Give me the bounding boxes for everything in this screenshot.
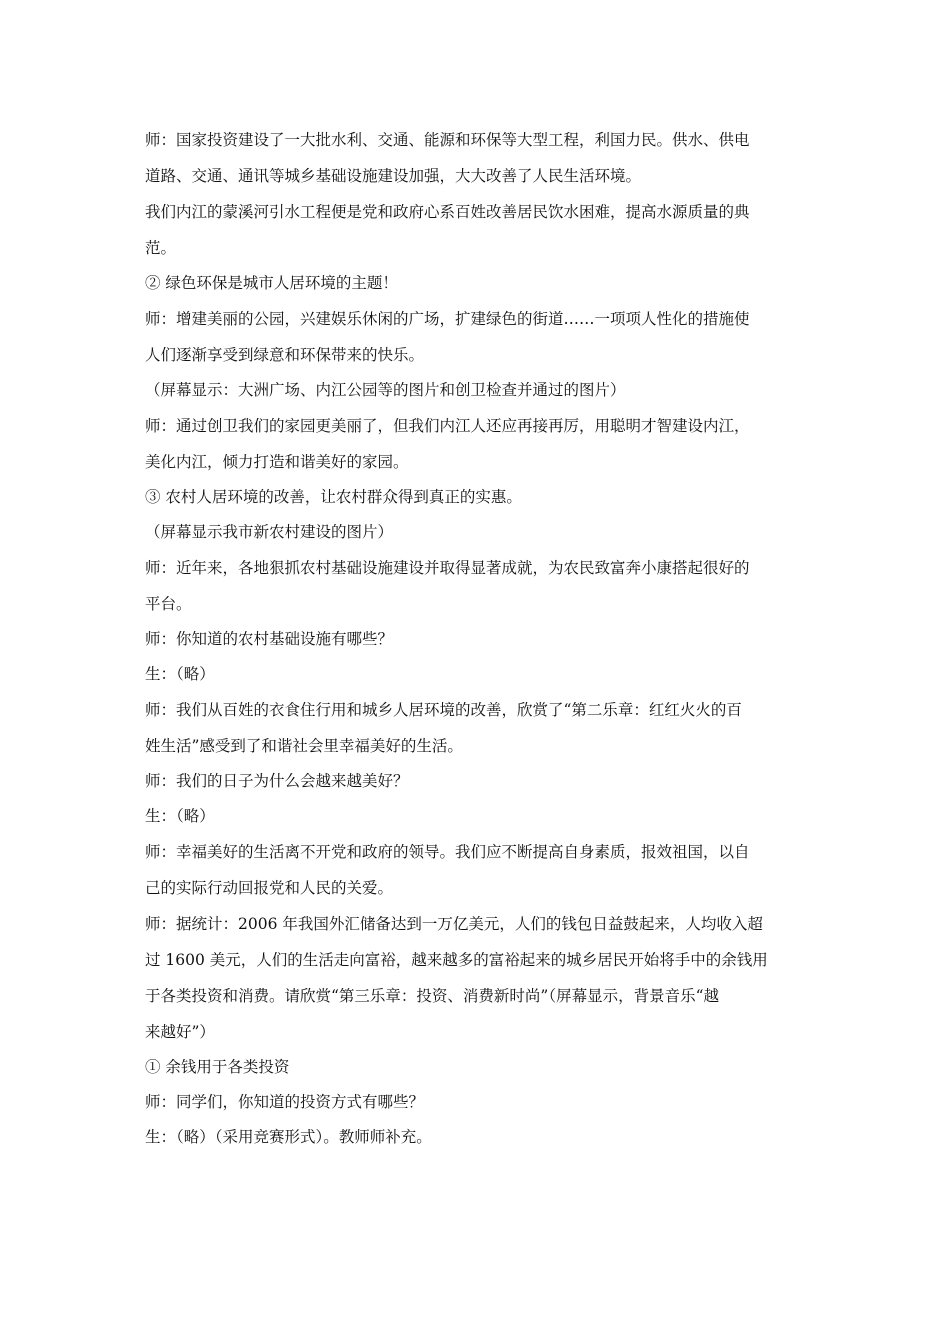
paragraph: [145, 122, 815, 194]
paragraph: [145, 1050, 815, 1085]
text-line: 姓生活”感受到了和谐社会里幸福美好的生活。: [145, 737, 463, 755]
paragraph: [145, 515, 815, 550]
text-line: 己的实际行动回报党和人民的关爱。: [145, 879, 394, 897]
text-line: 范。: [145, 239, 177, 257]
text-line: 师：你知道的农村基础设施有哪些？: [145, 630, 394, 648]
paragraph: [145, 1120, 815, 1155]
text-line: ③ 农村人居环境的改善，让农村群众得到真正的实惠。: [145, 488, 522, 506]
text-line: （屏幕显示：大洲广场、内江公园等的图片和创卫检查并通过的图片）: [145, 381, 626, 399]
text-line: 我们内江的蒙溪河引水工程便是党和政府心系百姓改善居民饮水困难，提高水源质量的典: [145, 203, 750, 221]
text-line: 美化内江，倾力打造和谐美好的家园。: [145, 453, 409, 471]
paragraph: [145, 834, 815, 906]
paragraph: [145, 692, 815, 764]
text-line: 道路、交通、通讯等城乡基础设施建设加强，大大改善了人民生活环境。: [145, 167, 642, 185]
paragraph: [145, 550, 815, 622]
document-body: [145, 122, 815, 1155]
text-line: ① 余钱用于各类投资: [145, 1058, 290, 1076]
text-line: 师：幸福美好的生活离不开党和政府的领导。我们应不断提高自身素质，报效祖国，以自: [145, 843, 750, 861]
paragraph: [145, 373, 815, 408]
text-line: 人们逐渐享受到绿意和环保带来的快乐。: [145, 346, 425, 364]
paragraph: [145, 622, 815, 657]
text-line: 师：我们的日子为什么会越来越美好？: [145, 772, 409, 790]
text-line: 于各类投资和消费。请欣赏“第三乐章：投资、消费新时尚”（屏幕显示，背景音乐“越: [145, 987, 720, 1005]
text-line: （屏幕显示我市新农村建设的图片）: [145, 523, 394, 541]
paragraph: [145, 266, 815, 301]
paragraph: [145, 657, 815, 692]
text-line: 师：据统计：2006 年我国外汇储备达到一万亿美元，人们的钱包日益鼓起来，人均收入超: [145, 915, 763, 933]
text-line: 师：国家投资建设了一大批水利、交通、能源和环保等大型工程，利国力民。供水、供电: [145, 131, 750, 149]
paragraph: [145, 408, 815, 480]
paragraph: [145, 301, 815, 373]
text-line: 生：（略）（采用竞赛形式）。教师师补充。: [145, 1128, 432, 1146]
text-line: ② 绿色环保是城市人居环境的主题！: [145, 274, 398, 292]
text-line: 平台。: [145, 595, 192, 613]
paragraph: [145, 906, 815, 1050]
text-line: 师：同学们，你知道的投资方式有哪些？: [145, 1093, 425, 1111]
paragraph: [145, 799, 815, 834]
text-line: 来越好”）: [145, 1023, 215, 1041]
text-line: 生：（略）: [145, 665, 215, 683]
paragraph: [145, 480, 815, 515]
text-line: 师：近年来，各地狠抓农村基础设施建设并取得显著成就，为农民致富奔小康搭起很好的: [145, 559, 750, 577]
text-line: 师：增建美丽的公园，兴建娱乐休闲的广场，扩建绿色的街道……一项项人性化的措施使: [145, 310, 750, 328]
text-line: 师：我们从百姓的衣食住行用和城乡人居环境的改善，欣赏了“第二乐章：红红火火的百: [145, 701, 742, 719]
paragraph: [145, 764, 815, 799]
paragraph: [145, 1085, 815, 1120]
text-line: 过 1600 美元，人们的生活走向富裕，越来越多的富裕起来的城乡居民开始将手中的余钱用: [145, 951, 768, 969]
paragraph: [145, 194, 815, 266]
text-line: 生：（略）: [145, 807, 215, 825]
text-line: 师：通过创卫我们的家园更美丽了，但我们内江人还应再接再厉，用聪明才智建设内江，: [145, 417, 750, 435]
